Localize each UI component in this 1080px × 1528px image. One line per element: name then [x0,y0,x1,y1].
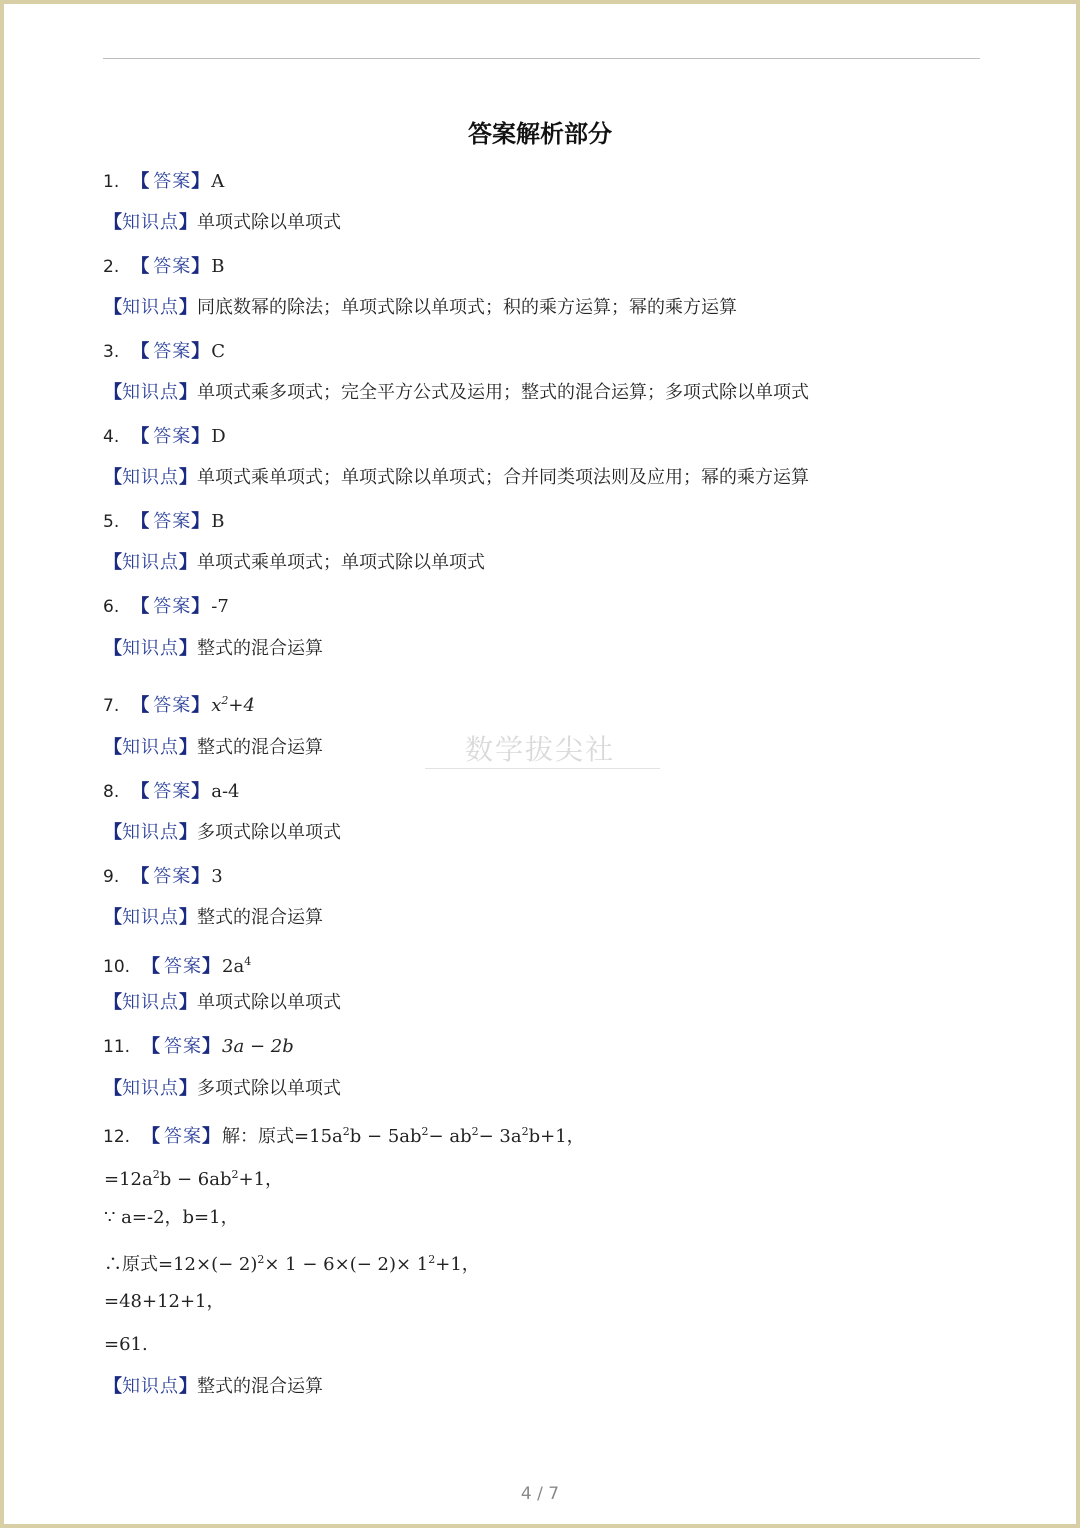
answer-line-4: 4. 【 答案】 D [103,426,226,447]
knowledge-line-8: 【知识点】多项式除以单项式 [104,822,341,843]
solution-line-1: 解：原式$=15a^2b - 5ab^2- ab^2- 3a^2b+1$， [222,1125,585,1147]
answer-line-5: 5. 【 答案】 B [103,511,225,532]
answer-line-8: 8. 【 答案】 a-4 [103,781,240,802]
answer-line-9: 9. 【 答案】 3 [103,866,223,887]
answer-line-1: 1. 【 答案】 A [103,171,225,192]
solution-line-6: =61. [104,1334,148,1355]
header-rule [103,58,980,59]
watermark-rule [425,768,660,769]
knowledge-line-3: 【知识点】单项式乘多项式；完全平方公式及运用；整式的混合运算；多项式除以单项式 [104,382,809,403]
knowledge-line-9: 【知识点】整式的混合运算 [104,907,323,928]
knowledge-line-10: 【知识点】单项式除以单项式 [104,992,341,1013]
knowledge-line-2: 【知识点】同底数幂的除法；单项式除以单项式；积的乘方运算；幂的乘方运算 [104,297,737,318]
answer-math-7: $x^2+4$ [211,694,255,716]
solution-line-3: ∵ a=-2，b=1， [104,1207,239,1228]
answer-line-2: 2. 【 答案】 B [103,256,225,277]
knowledge-line-6: 【知识点】整式的混合运算 [104,638,323,659]
page-number: 4 / 7 [520,1484,560,1504]
answer-line-7: 7. 【 答案】 $x^2+4$ [103,694,255,716]
knowledge-line-1: 【知识点】单项式除以单项式 [104,212,341,233]
knowledge-line-4: 【知识点】单项式乘单项式；单项式除以单项式；合并同类项法则及应用；幂的乘方运算 [104,467,809,488]
solution-line-4: ∴原式$=12\times(- 2)^2\times 1 - 6\times(- 2)\times 1^2+1$， [104,1253,480,1275]
knowledge-line-12: 【知识点】整式的混合运算 [104,1376,323,1397]
knowledge-line-5: 【知识点】单项式乘单项式；单项式除以单项式 [104,552,485,573]
answer-line-3: 3. 【 答案】 C [103,341,226,362]
answer-line-6: 6. 【 答案】 -7 [103,596,229,617]
knowledge-line-11: 【知识点】多项式除以单项式 [104,1078,341,1099]
solution-line-5: =48+12+1， [104,1291,225,1312]
watermark: 数学拔尖社 [464,733,615,766]
answer-line-11: 11. 【 答案】 3a − 2b [103,1036,294,1057]
answer-math-10: $2a^4$ [222,955,252,977]
page-title: 答案解析部分 [468,120,612,148]
answer-line-10: 10. 【 答案】 $2a^4$ [103,955,252,977]
solution-line-2: $=12a^2b - 6ab^2+1$， [104,1168,284,1190]
answer-line-12: 12. 【 答案】 解：原式$=15a^2b - 5ab^2- ab^2- 3a^2b+1$， [103,1125,585,1147]
knowledge-line-7: 【知识点】整式的混合运算 [104,737,323,758]
